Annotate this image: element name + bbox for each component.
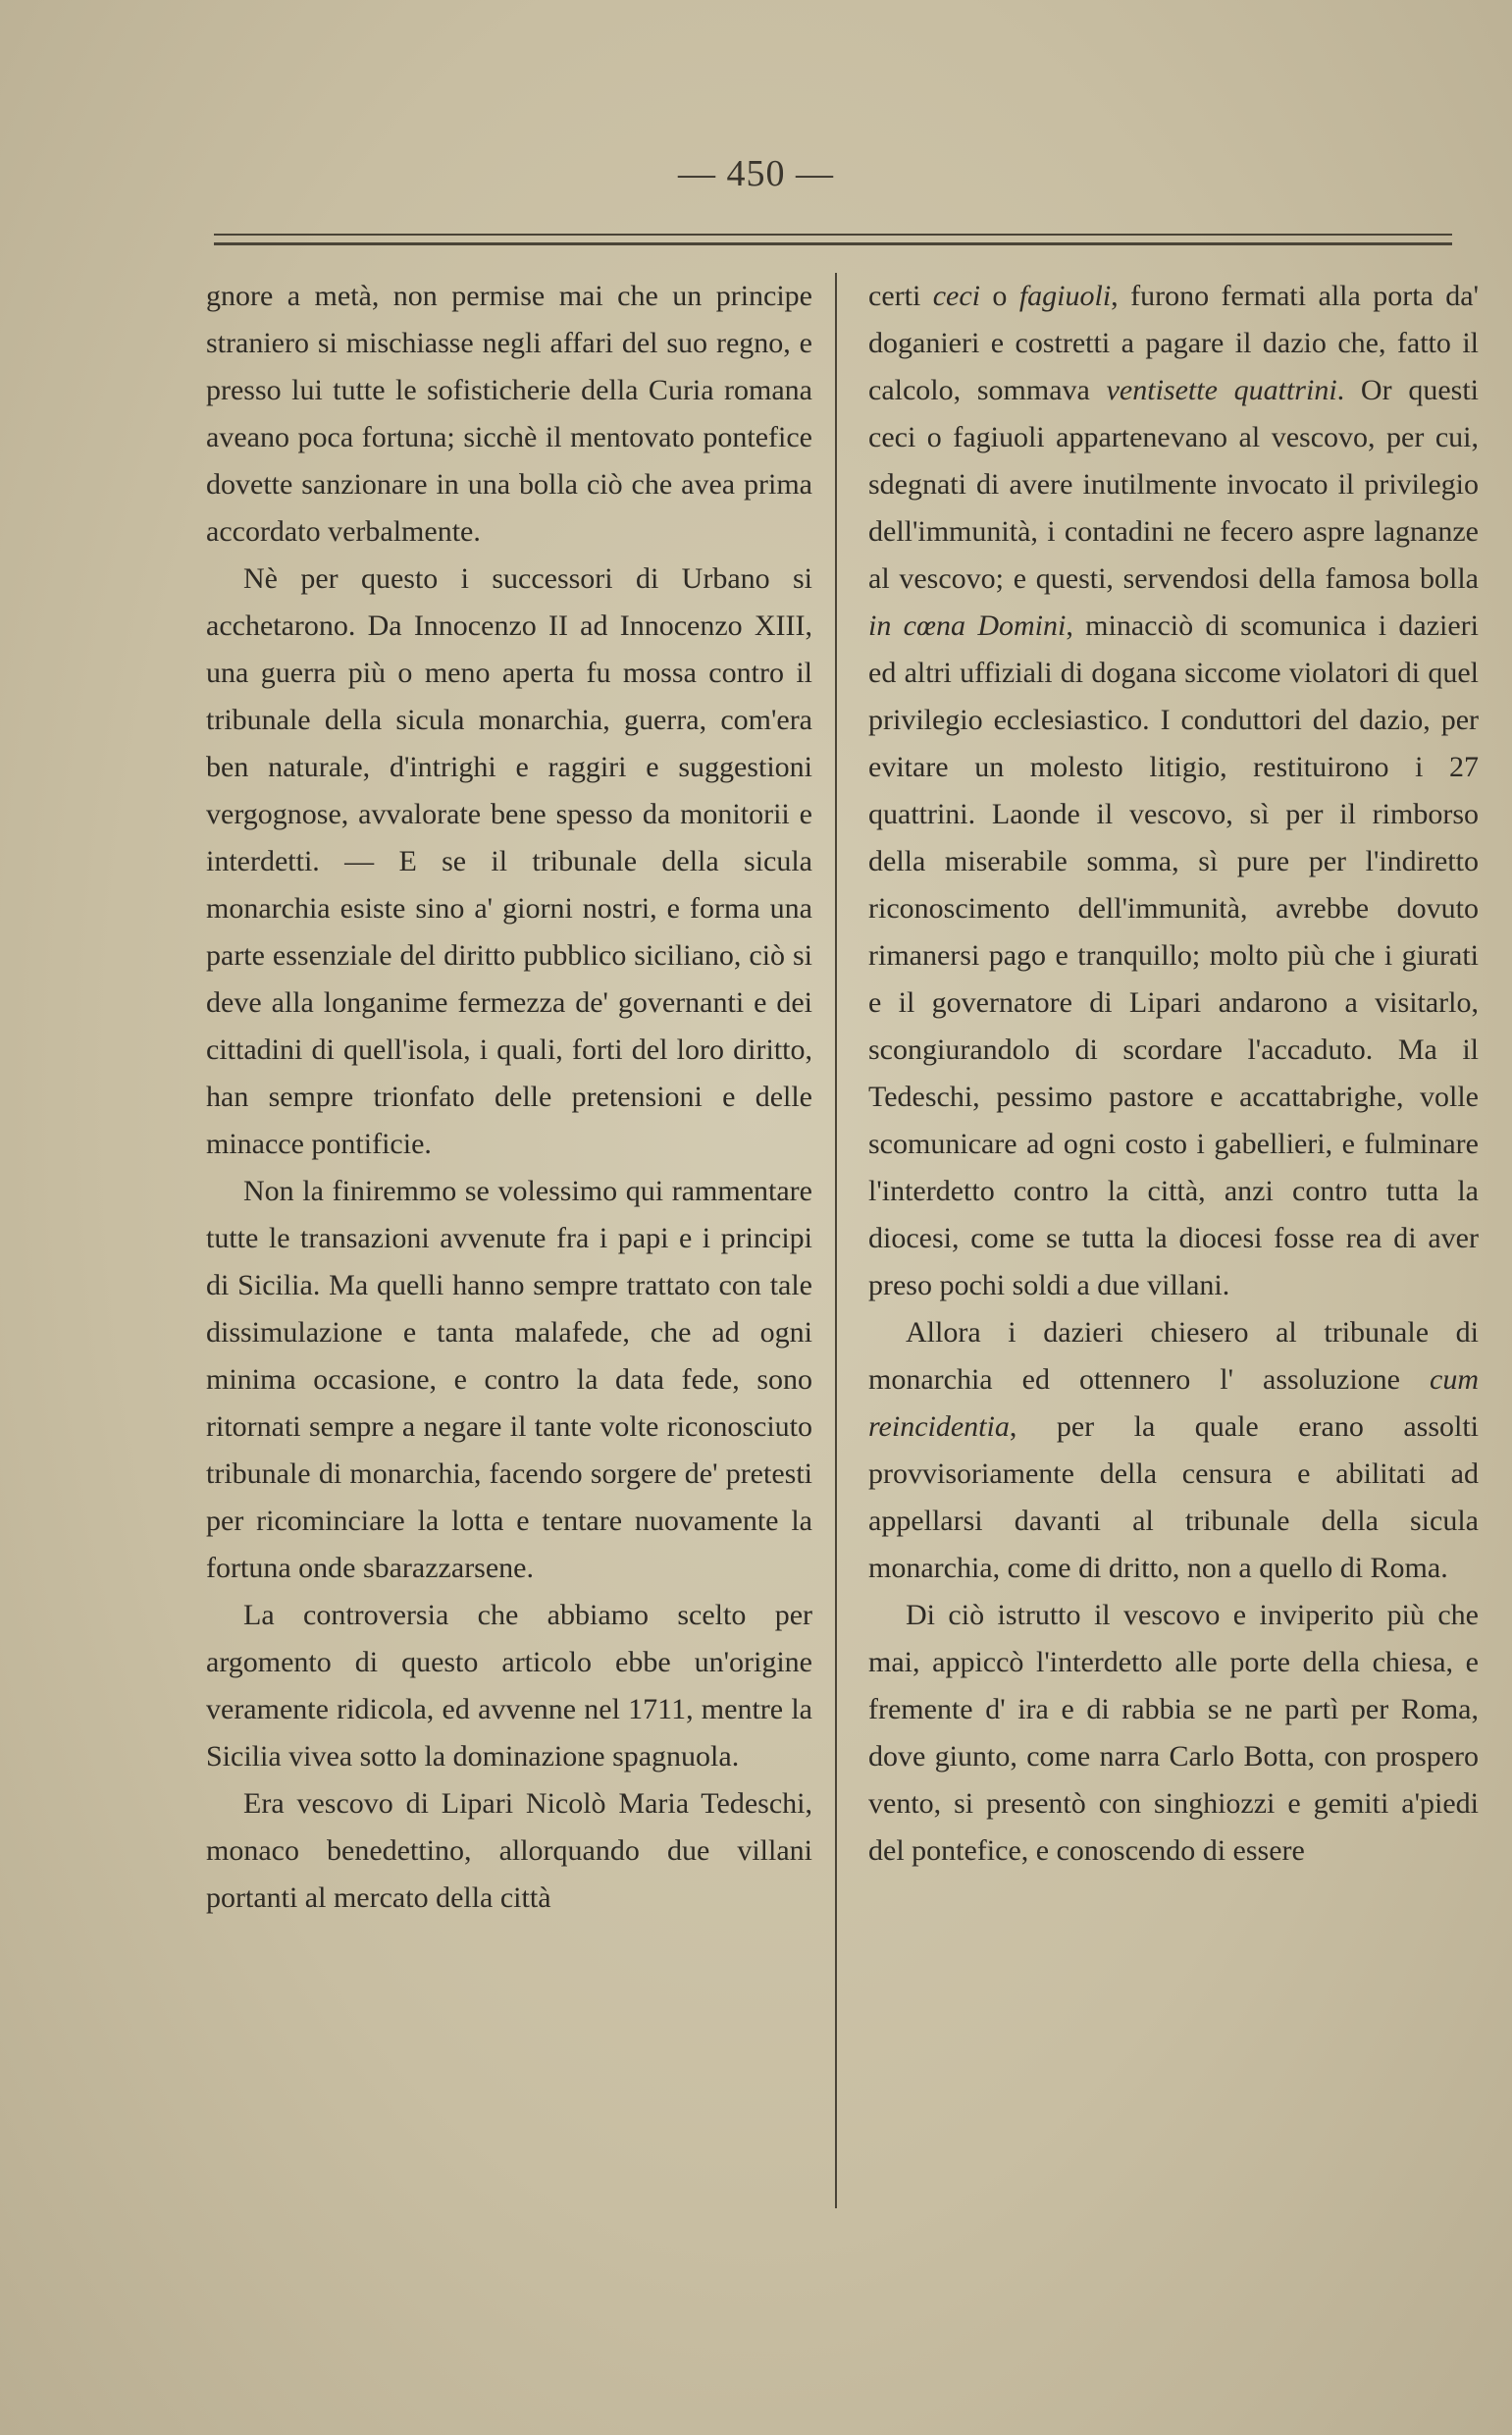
right-paragraph-2 (868, 1309, 1479, 1592)
italic-term: cum reincidentia (868, 1363, 1479, 1443)
text-run: , furono fermati alla porta da' doganieri e costretti a pagare il dazio che, fatto il calcolo, sommava (868, 280, 1480, 406)
right-paragraph-3: Di ciò istrutto il vescovo e inviperito più che mai, appiccò l'interdetto alle porte della chiesa, e fremente d' ira e di rabbia se ne partì per Roma, dove giunto, come narra Carlo Botta, con prospero vento, si presentò con singhiozzi e gemiti a'piedi del pontefice, e conoscendo di essere (868, 1599, 1479, 1867)
italic-term: ceci (932, 280, 980, 312)
left-column (206, 273, 812, 1922)
right-paragraph-1 (868, 273, 1479, 1309)
header-rule (214, 234, 1452, 245)
text-run: , per la quale erano assolti provvisoriamente della censura e abilitati ad appellarsi davanti al tribunale della sicula monarchia, come di dritto, non a quello di Roma. (868, 1410, 1479, 1584)
italic-term: in cœna Domini (868, 609, 1067, 642)
left-paragraph-1: gnore a metà, non permise mai che un principe straniero si mischiasse negli affari del suo regno, e presso lui tutte le sofisticherie della Curia romana aveano poca fortuna; sicchè il mentovato pontefice dovette sanzionare in una bolla ciò che avea prima accordato verbalmente. (206, 280, 812, 548)
column-divider (835, 273, 837, 2208)
left-paragraph-3: Non la finiremmo se volessimo qui rammentare tutte le transazioni avvenute fra i papi e i principi di Sicilia. Ma quelli hanno sempre trattato con tale dissimulazione e tanta malafede, che ad ogni minima occasione, e contro la data fede, sono ritornati sempre a negare il tante volte riconosciuto tribunale di monarchia, facendo sorgere de' pretesti per ricominciare la lotta e tentare nuovamente la fortuna onde sbarazzarsene. (206, 1175, 812, 1584)
text-run: , minacciò di scomunica i dazieri ed altri uffiziali di dogana siccome violatori di quel privilegio ecclesiastico. I conduttori del dazio, per evitare un molesto litigio, restituirono i 27 quattrini. Laonde il vescovo, sì per il rimborso della miserabile somma, sì pure per l'indiretto riconoscimento dell'immunità, avrebbe dovuto rimanersi pago e tranquillo; molto più che i giurati e il governatore di Lipari andarono a visitarlo, scongiurandolo di scordare l'accaduto. Ma il Tedeschi, pessimo pastore e accattabrighe, volle scomunicare ad ogni costo i gabellieri, e fulminare l'interdetto contro la città, anzi contro tutta la diocesi, come se tutta la diocesi fosse rea di aver preso pochi soldi a due villani. (868, 609, 1479, 1301)
left-paragraph-2: Nè per questo i successori di Urbano si acchetarono. Da Innocenzo II ad Innocenzo XIII, una guerra più o meno aperta fu mossa contro il tribunale della sicula monarchia, guerra, com'era ben naturale, d'intrighi e raggiri e suggestioni vergognose, avvalorate bene spesso da monitorii e interdetti. — E se il tribunale della sicula monarchia esiste sino a' giorni nostri, e forma una parte essenziale del diritto pubblico siciliano, ciò si deve alla longanime fermezza de' governanti e dei cittadini di quell'isola, i quali, forti del loro diritto, han sempre trionfato delle pretensioni e delle minacce pontificie. (206, 562, 812, 1160)
text-run: certi (868, 280, 933, 312)
right-column (868, 273, 1479, 1875)
text-run: o (980, 280, 1019, 312)
left-paragraph-5: Era vescovo di Lipari Nicolò Maria Tedeschi, monaco benedettino, allorquando due villani portanti al mercato della città (206, 1787, 812, 1914)
page-number: — 450 — (678, 153, 834, 194)
italic-term: fagiuoli (1018, 280, 1112, 312)
left-paragraph-4: La controversia che abbiamo scelto per argomento di questo articolo ebbe un'origine veramente ridicola, ed avvenne nel 1711, mentre la Sicilia vivea sotto la dominazione spagnuola. (206, 1599, 812, 1773)
italic-term: ventisette quattrini (1106, 374, 1337, 406)
text-run: Allora i dazieri chiesero al tribunale di monarchia ed ottennero l' assoluzione (868, 1316, 1479, 1396)
text-run: . Or questi ceci o fagiuoli appartenevano al vescovo, per cui, sdegnati di avere inutilmente invocato il privilegio dell'immunità, i contadini ne fecero aspre lagnanze al vescovo; e questi, servendosi della famosa bolla (868, 374, 1479, 595)
